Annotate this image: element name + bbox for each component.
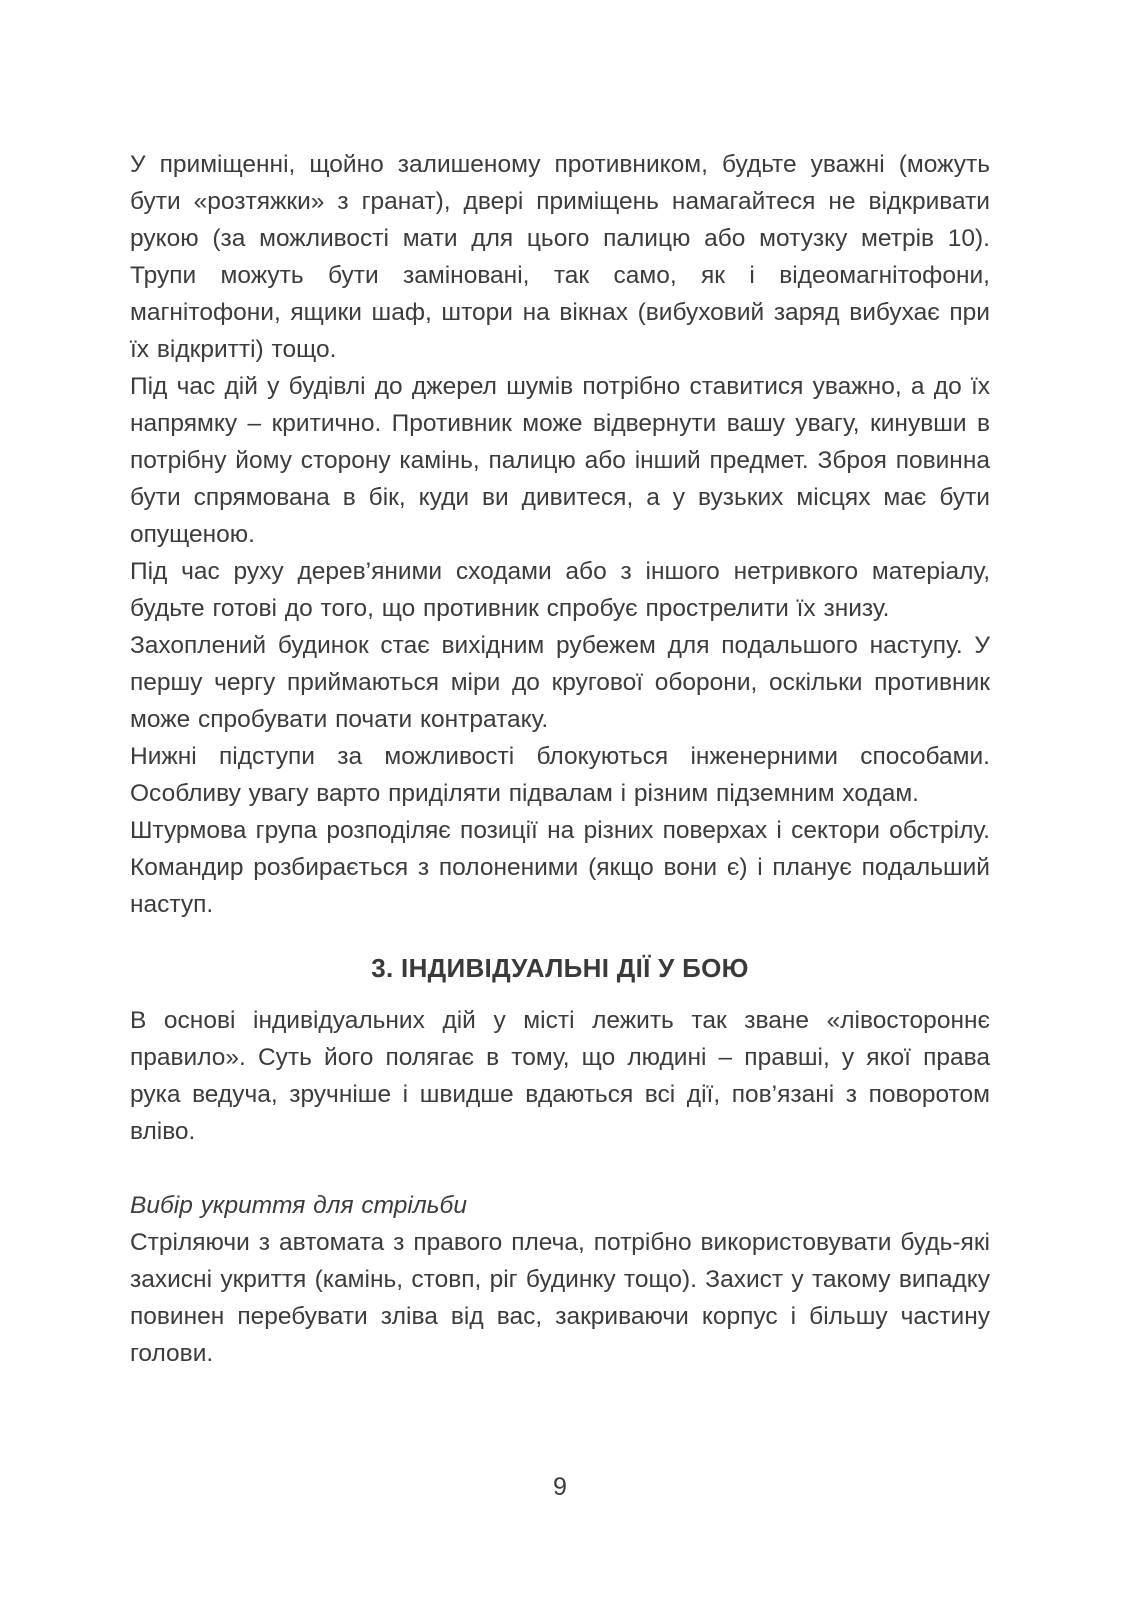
subsection-title: Вибір укриття для стрільби bbox=[130, 1192, 467, 1219]
paragraph: Стріляючи з автомата з правого плеча, потрібно використовувати будь-які захисні укриття (камінь, стовп, ріг будинку тощо). Захист у такому випадку повинен перебувати зліва від вас, закриваючи корпус і більшу частину голови. bbox=[130, 1229, 990, 1367]
paragraph: Під час дій у будівлі до джерел шумів потрібно ставитися уважно, а до їх напрямку – критично. Противник може відвернути вашу увагу, кинувши в потрібну йому сторону камінь, палицю або інший предмет. Зброя повинна бути спрямована в бік, куди ви дивитеся, а у вузьких місцях має бути опущеною. bbox=[130, 373, 990, 548]
paragraph: Під час руху дерев’яними сходами або з іншого нетривкого матеріалу, будьте готові до того, що противник спробує прострелити їх знизу. bbox=[130, 558, 990, 622]
paragraph: Захоплений будинок стає вихідним рубежем для подальшого наступу. У першу чергу приймаються міри до кругової оборони, оскільки противник може спробувати почати контратаку. bbox=[130, 632, 990, 733]
page-number: 9 bbox=[553, 1473, 567, 1501]
paragraph: У приміщенні, щойно залишеному противником, будьте уважні (можуть бути «розтяжки» з гранат), двері приміщень намагайтеся не відкривати рукою (за можливості мати для цього палицю або мотузку метрів 10). Трупи можуть бути заміновані, так само, як і відеомагнітофони, магнітофони, ящики шаф, штори на вікнах (вибуховий заряд вибухає при їх відкритті) тощо. bbox=[130, 151, 990, 363]
section-heading: 3. ІНДИВІДУАЛЬНІ ДІЇ У БОЮ bbox=[371, 953, 749, 983]
paragraph: Нижні підступи за можливості блокуються інженерними способами. Особливу увагу варто приділяти підвалам і різним підземним ходам. bbox=[130, 743, 990, 807]
paragraph: Штурмова група розподіляє позиції на різних поверхах і сектори обстрілу. Командир розбирається з полоненими (якщо вони є) і планує подальший наступ. bbox=[130, 817, 990, 918]
page-content bbox=[130, 146, 990, 1372]
paragraph: В основі індивідуальних дій у місті лежить так зване «лівостороннє правило». Суть його полягає в тому, що людині – правші, у якої права рука ведуча, зручніше і швидше вдаються всі дії, пов’язані з поворотом вліво. bbox=[130, 1007, 990, 1145]
